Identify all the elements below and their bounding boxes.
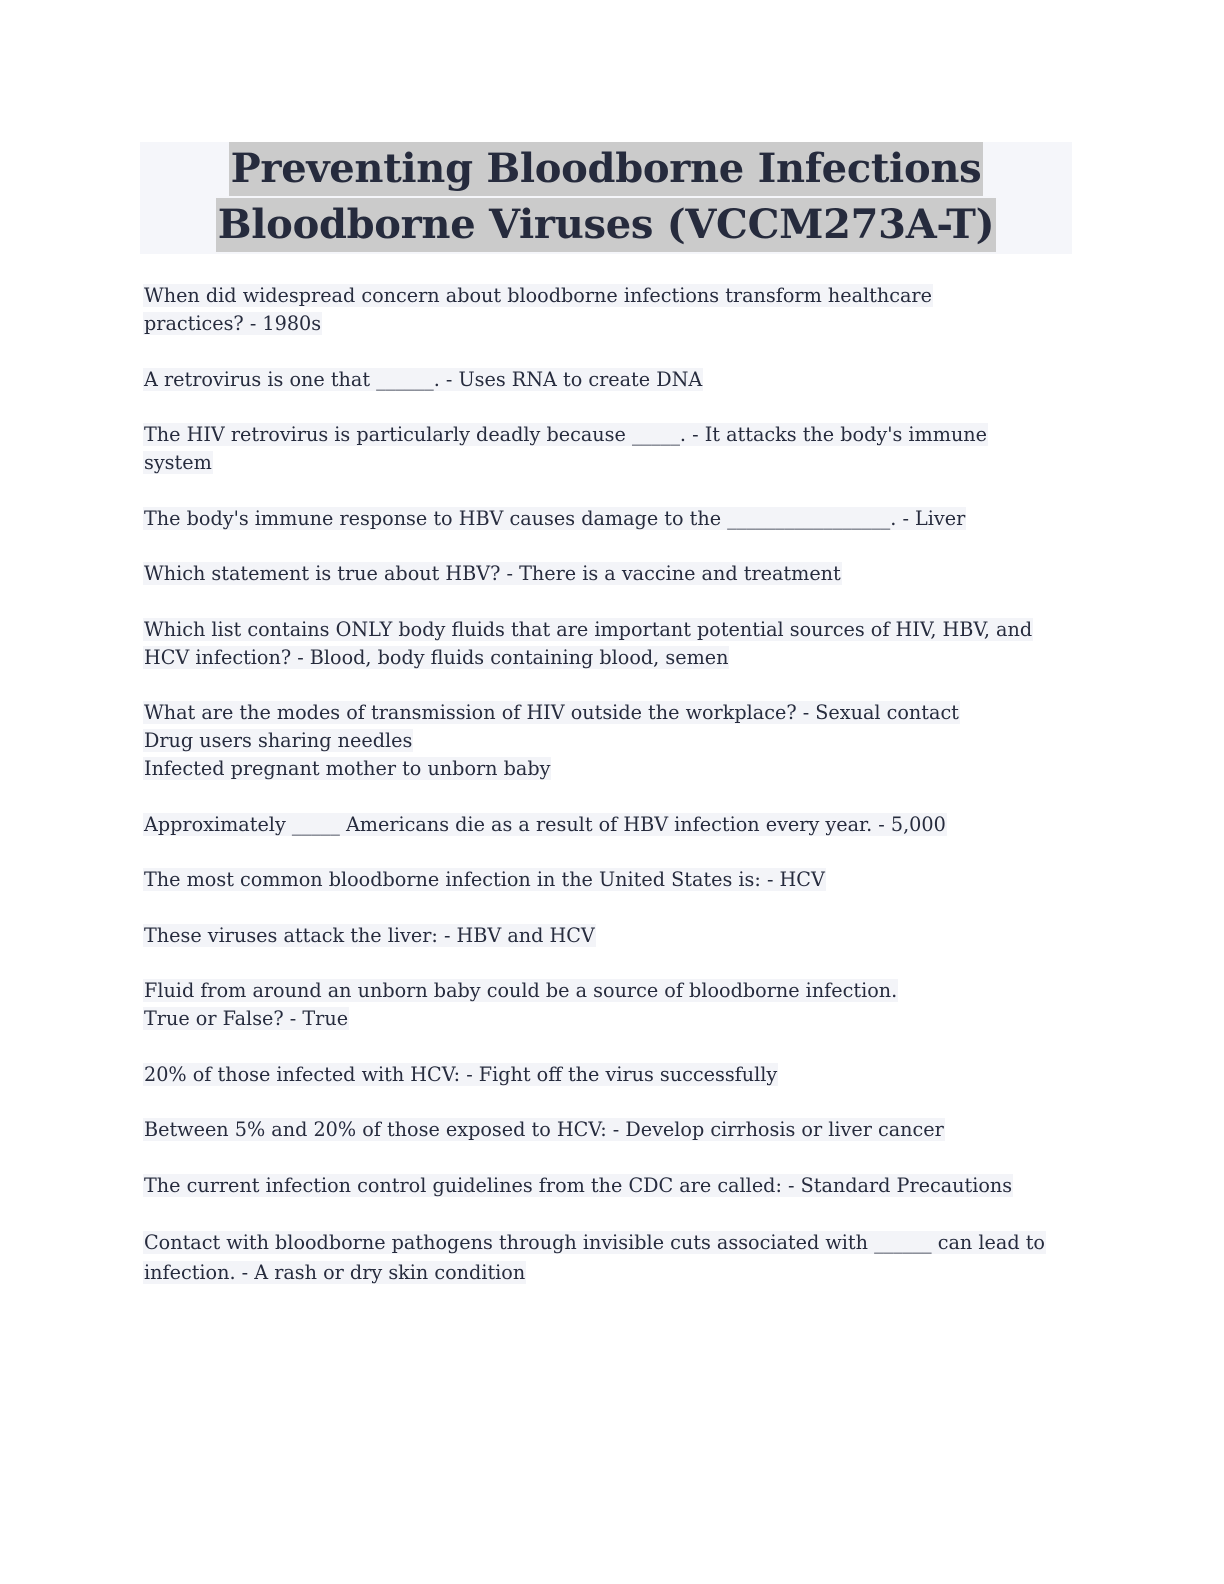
title-line-2: Bloodborne Viruses (VCCM273A-T) — [216, 198, 996, 252]
qa-text: infection. - A rash or dry skin condition — [144, 1261, 526, 1284]
qa-line — [143, 421, 1083, 449]
qa-text: practices? - 1980s — [144, 312, 322, 335]
qa-line — [143, 1172, 1083, 1200]
question-answer-list — [143, 282, 1083, 1315]
qa-text: Contact with bloodborne pathogens through invisible cuts associated with ______ can lead to — [144, 1231, 1045, 1254]
qa-line — [143, 699, 1083, 727]
qa-text: system — [144, 451, 212, 474]
qa-item — [143, 505, 1083, 533]
qa-item — [143, 699, 1083, 783]
qa-item — [143, 282, 1083, 338]
qa-item — [143, 616, 1083, 672]
qa-text: Which list contains ONLY body fluids that are important potential sources of HIV, HBV, and — [144, 617, 1033, 641]
document-title — [140, 142, 1072, 254]
qa-text: These viruses attack the liver: - HBV and HCV — [144, 923, 595, 947]
qa-line — [143, 1259, 1083, 1287]
title-line-1: Preventing Bloodborne Infections — [229, 142, 984, 196]
qa-text: What are the modes of transmission of HIV outside the workplace? - Sexual contact — [144, 701, 959, 724]
qa-text: Fluid from around an unborn baby could be a source of bloodborne infection. — [144, 979, 898, 1002]
qa-line — [143, 449, 1083, 477]
qa-text: The HIV retrovirus is particularly deadly because _____. - It attacks the body's immune — [144, 423, 988, 446]
qa-text: When did widespread concern about bloodborne infections transform healthcare — [144, 284, 932, 307]
qa-text: The body's immune response to HBV causes damage to the _________________. - Liver — [144, 506, 966, 530]
qa-line — [143, 644, 1083, 672]
qa-item — [143, 977, 1083, 1033]
qa-line — [143, 366, 1083, 394]
qa-item — [143, 1227, 1083, 1287]
qa-text: Between 5% and 20% of those exposed to HCV: - Develop cirrhosis or liver cancer — [144, 1118, 944, 1141]
qa-item — [143, 421, 1083, 477]
qa-text: Infected pregnant mother to unborn baby — [144, 757, 551, 780]
qa-item — [143, 1172, 1083, 1200]
qa-line — [143, 505, 1083, 533]
qa-line — [143, 1061, 1083, 1089]
qa-text: The most common bloodborne infection in the United States is: - HCV — [144, 868, 825, 891]
qa-item — [143, 922, 1083, 950]
qa-line — [143, 755, 1083, 783]
qa-text: Drug users sharing needles — [144, 729, 413, 752]
qa-line — [143, 560, 1083, 588]
qa-line — [143, 282, 1083, 310]
qa-line — [143, 1005, 1083, 1033]
qa-item — [143, 560, 1083, 588]
qa-item — [143, 366, 1083, 394]
qa-item — [143, 866, 1083, 894]
qa-text: Approximately _____ Americans die as a result of HBV infection every year. - 5,000 — [144, 812, 946, 836]
qa-line — [143, 727, 1083, 755]
qa-item — [143, 811, 1083, 839]
qa-item — [143, 1061, 1083, 1089]
qa-line — [143, 866, 1083, 894]
qa-line — [143, 977, 1083, 1005]
qa-line — [143, 310, 1083, 338]
qa-line — [143, 1116, 1083, 1144]
qa-text: A retrovirus is one that ______. - Uses RNA to create DNA — [144, 367, 703, 391]
qa-text: HCV infection? - Blood, body fluids containing blood, semen — [144, 645, 729, 669]
qa-item — [143, 1116, 1083, 1144]
qa-text: 20% of those infected with HCV: - Fight off the virus successfully — [144, 1062, 778, 1086]
qa-line — [143, 811, 1083, 839]
qa-text: The current infection control guidelines from the CDC are called: - Standard Precautions — [144, 1173, 1013, 1197]
qa-text: True or False? - True — [144, 1007, 349, 1030]
qa-line — [143, 922, 1083, 950]
qa-text: Which statement is true about HBV? - There is a vaccine and treatment — [144, 562, 841, 585]
qa-line — [143, 616, 1083, 644]
qa-line — [143, 1227, 1083, 1259]
